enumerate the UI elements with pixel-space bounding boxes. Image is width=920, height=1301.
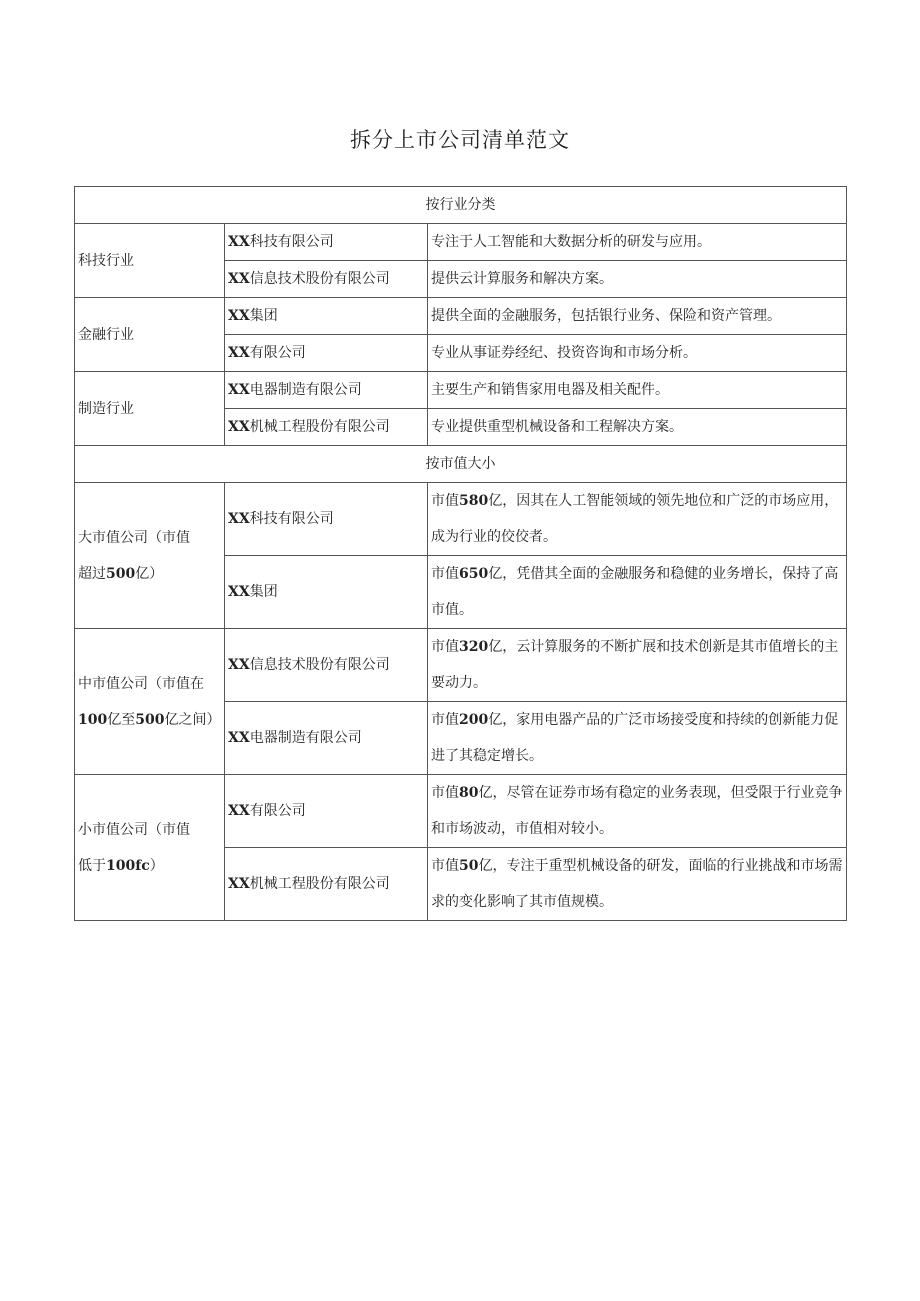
market-cap-value: 80 bbox=[459, 785, 479, 801]
description-cell bbox=[428, 556, 847, 629]
table-row bbox=[75, 483, 847, 556]
description-cell bbox=[428, 629, 847, 702]
description-text: 亿，因其在人工智能领域的领先地位和广泛的市场应用，成为行业的佼佼者。 bbox=[431, 493, 839, 545]
company-name: 集团 bbox=[249, 584, 278, 600]
category-line: 小市值公司（市值 bbox=[78, 821, 190, 838]
description-cell bbox=[428, 483, 847, 556]
description-text: 市值 bbox=[431, 712, 459, 728]
company-prefix: XX bbox=[228, 308, 250, 324]
company-cell bbox=[225, 335, 428, 372]
company-prefix: XX bbox=[228, 234, 250, 250]
table-row bbox=[75, 224, 847, 261]
company-prefix: XX bbox=[228, 803, 250, 819]
company-cell bbox=[225, 848, 428, 921]
company-prefix: XX bbox=[228, 657, 250, 673]
category-line: 中市值公司（市值在 bbox=[78, 675, 204, 692]
description-cell bbox=[428, 848, 847, 921]
company-name: 机械工程股份有限公司 bbox=[249, 876, 390, 892]
description-text: 亿，家用电器产品的广泛市场接受度和持续的创新能力促进了其稳定增长。 bbox=[431, 712, 839, 764]
description-text: 亿，凭借其全面的金融服务和稳健的业务增长，保持了高市值。 bbox=[431, 566, 839, 618]
company-cell bbox=[225, 556, 428, 629]
description-text: 市值 bbox=[431, 566, 459, 582]
category-number: 100 bbox=[78, 711, 108, 728]
company-prefix: XX bbox=[228, 382, 250, 398]
company-prefix: XX bbox=[228, 271, 250, 287]
description-text: 市值 bbox=[431, 493, 459, 509]
market-cap-value: 320 bbox=[459, 639, 489, 655]
description-cell bbox=[428, 775, 847, 848]
company-cell bbox=[225, 483, 428, 556]
section-heading-market-cap: 按市值大小 bbox=[75, 446, 847, 483]
category-text: 亿） bbox=[135, 565, 164, 582]
category-text: 亿之间） bbox=[164, 711, 221, 728]
company-cell bbox=[225, 261, 428, 298]
description-text: 市值 bbox=[431, 785, 459, 801]
market-cap-value: 200 bbox=[459, 712, 489, 728]
description-text: 市值 bbox=[431, 858, 459, 874]
category-cell bbox=[75, 483, 225, 629]
company-cell bbox=[225, 775, 428, 848]
description-cell: 提供云计算服务和解决方案。 bbox=[428, 261, 847, 298]
company-name: 科技有限公司 bbox=[249, 234, 334, 250]
company-name: 电器制造有限公司 bbox=[249, 382, 362, 398]
company-cell bbox=[225, 629, 428, 702]
category-cell: 制造行业 bbox=[75, 372, 225, 446]
market-cap-value: 580 bbox=[459, 493, 489, 509]
company-name: 有限公司 bbox=[249, 803, 306, 819]
category-number: 500 bbox=[135, 711, 165, 728]
company-cell bbox=[225, 372, 428, 409]
description-text: 亿，尽管在证券市场有稳定的业务表现，但受限于行业竞争和市场波动，市值相对较小。 bbox=[431, 785, 843, 837]
page-title: 拆分上市公司清单范文 bbox=[350, 128, 570, 152]
table-row bbox=[75, 372, 847, 409]
description-cell: 主要生产和销售家用电器及相关配件。 bbox=[428, 372, 847, 409]
category-line: 大市值公司（市值 bbox=[78, 529, 190, 546]
description-cell: 提供全面的金融服务，包括银行业务、保险和资产管理。 bbox=[428, 298, 847, 335]
company-prefix: XX bbox=[228, 876, 250, 892]
company-cell bbox=[225, 224, 428, 261]
company-prefix: XX bbox=[228, 419, 250, 435]
category-cell bbox=[75, 775, 225, 921]
category-text: 超过 bbox=[78, 565, 106, 582]
category-cell: 金融行业 bbox=[75, 298, 225, 372]
description-cell: 专注于人工智能和大数据分析的研发与应用。 bbox=[428, 224, 847, 261]
description-cell: 专业从事证券经纪、投资咨询和市场分析。 bbox=[428, 335, 847, 372]
company-prefix: XX bbox=[228, 345, 250, 361]
description-text: 亿，专注于重型机械设备的研发，面临的行业挑战和市场需求的变化影响了其市值规模。 bbox=[431, 858, 843, 910]
section-header-row bbox=[75, 446, 847, 483]
company-name: 科技有限公司 bbox=[249, 511, 334, 527]
company-name: 有限公司 bbox=[249, 345, 306, 361]
table-row bbox=[75, 298, 847, 335]
company-prefix: XX bbox=[228, 730, 250, 746]
category-number: 100fc bbox=[106, 857, 150, 874]
market-cap-value: 650 bbox=[459, 566, 489, 582]
description-cell bbox=[428, 702, 847, 775]
company-prefix: XX bbox=[228, 584, 250, 600]
company-list-table bbox=[74, 186, 847, 921]
table-row bbox=[75, 775, 847, 848]
category-cell: 科技行业 bbox=[75, 224, 225, 298]
company-name: 电器制造有限公司 bbox=[249, 730, 362, 746]
category-cell bbox=[75, 629, 225, 775]
company-name: 信息技术股份有限公司 bbox=[249, 657, 390, 673]
category-text: 亿至 bbox=[107, 711, 136, 728]
section-heading-industry: 按行业分类 bbox=[75, 187, 847, 224]
company-name: 集团 bbox=[249, 308, 278, 324]
company-cell bbox=[225, 409, 428, 446]
table-row bbox=[75, 629, 847, 702]
category-text: 低于 bbox=[78, 857, 106, 874]
market-cap-value: 50 bbox=[459, 858, 479, 874]
company-cell bbox=[225, 702, 428, 775]
description-cell: 专业提供重型机械设备和工程解决方案。 bbox=[428, 409, 847, 446]
company-name: 信息技术股份有限公司 bbox=[249, 271, 390, 287]
company-name: 机械工程股份有限公司 bbox=[249, 419, 390, 435]
category-text: ） bbox=[149, 857, 164, 874]
description-text: 市值 bbox=[431, 639, 459, 655]
company-prefix: XX bbox=[228, 511, 250, 527]
description-text: 亿，云计算服务的不断扩展和技术创新是其市值增长的主要动力。 bbox=[431, 639, 839, 691]
category-number: 500 bbox=[106, 565, 136, 582]
section-header-row bbox=[75, 187, 847, 224]
company-cell bbox=[225, 298, 428, 335]
